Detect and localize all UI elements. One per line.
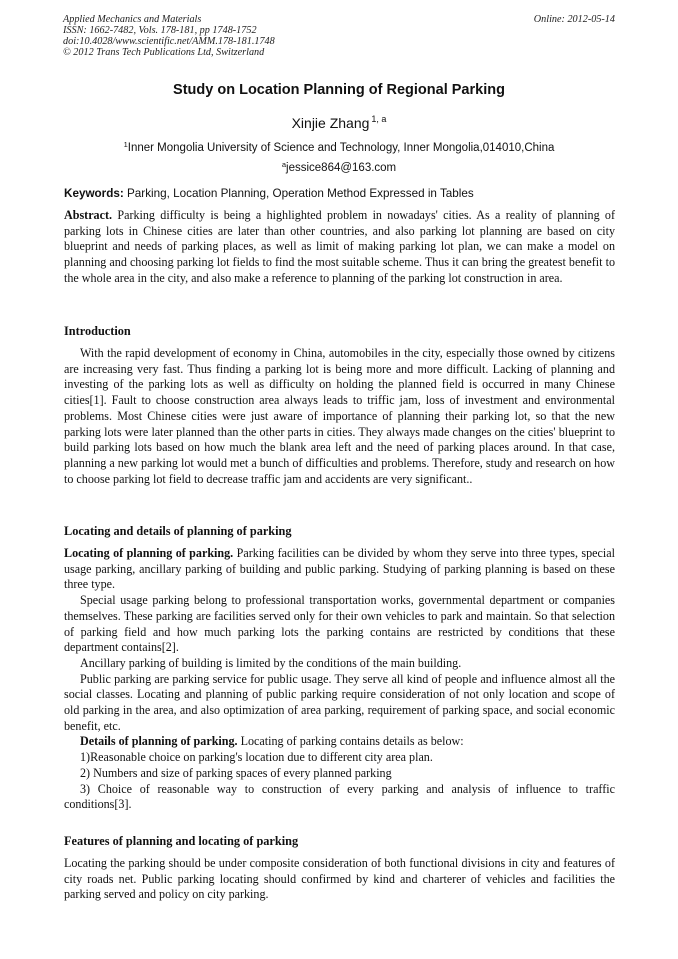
author-sup: 1, a (371, 114, 387, 124)
section-locating-heading: Locating and details of planning of parking (64, 524, 292, 538)
section-features-body (64, 856, 615, 903)
online-date: Online: 2012-05-14 (533, 14, 615, 25)
paragraph-details (64, 734, 615, 750)
abstract-text: Parking difficulty is being a highlighted problem in nowadays' cities. As a reality of planning of parking lots in Chinese cities are later than other countries, and also parking lot planning are based on city blueprint and needs of parking places, as well as limit of making parking lot plan, we can make a model on planning and choosing parking lot fields to find the most suitable scheme. Thus it can bring the greatest benefit to the whole area in the city, and also make a reference to planning of the parking lot construction in area. (64, 208, 615, 285)
affiliation (0, 140, 678, 154)
email-address: jessice864@163.com (286, 162, 397, 174)
keywords (64, 187, 616, 200)
introduction-body (64, 346, 615, 487)
keywords-text: Parking, Location Planning, Operation Method Expressed in Tables (127, 187, 474, 200)
journal-copyright: © 2012 Trans Tech Publications Ltd, Switzerland (63, 47, 265, 58)
introduction-paragraph: With the rapid development of economy in China, automobiles in the city, especially those owned by citizens are increasing very fast. Thus finding a parking lot is being more and more difficult. Lacking of planning and investing of the parking lots as well as difficulty on holding the planned field is occurred in many Chinese cities[1]. Fault to choose construction area always leads to triffic jam, loss of investment and environmental problems. Most Chinese cities were just aware of importance of planning their parking lot, so that the new parking lots were later planned than the other parts in cities. They always made changes on the cities' blueprint to build parking lots based on how much the blank area left and the need of parking places around. In that case, planning a new parking lot would met a bunch of difficulties and problems. Therefore, study and research on how to choose parking lot field to decrease traffic jam and accidents are very significant.. (64, 346, 615, 486)
author-name: Xinjie Zhang (291, 115, 370, 131)
section-features-heading: Features of planning and locating of parking (64, 834, 299, 848)
locating-label: Locating of planning of parking. (64, 546, 234, 560)
paragraph-ancillary: Ancillary parking of building is limited by the conditions of the main building. (80, 655, 462, 670)
list-item: 1)Reasonable choice on parking's location due to different city area plan. (80, 750, 433, 765)
list-item: 2) Numbers and size of parking spaces of every planned parking (80, 765, 392, 780)
paragraph-public: Public parking are parking service for public usage. They serve all kind of people and influence almost all the social classes. Locating and planning of public parking require consideration of not only location and scope of old parking in the area, and also optimization of area parking, requirement of parking space, and social economic benefit, etc. (64, 671, 615, 733)
features-paragraph: Locating the parking should be under composite consideration of both functional divisions in city and features of city roads net. Public parking locating should confirmed by kind and charterer of vehicles and facilities the parking served and policy on city parking. (64, 856, 615, 902)
list-item: 3) Choice of reasonable way to construction of every parking and analysis of influence to traffic conditions[3]. (64, 781, 615, 812)
affiliation-sup: 1 (123, 140, 128, 149)
journal-doi: doi:10.4028/www.scientific.net/AMM.178-181.1748 (63, 36, 275, 47)
email-line (0, 160, 678, 174)
paragraph-locating (64, 546, 615, 593)
details-text: Locating of parking contains details as below: (240, 734, 464, 749)
email-sup: a (281, 160, 287, 169)
paragraph-special-usage: Special usage parking belong to professional transportation works, governmental department or companies themselves. These parking are facilities served only for their own vehicles to park and maintain. So that selection of parking field and how much parking lots the parking contains are restricted by conditions that these department contains[2]. (64, 593, 615, 655)
affiliation-text: Inner Mongolia University of Science and Technology, Inner Mongolia,014010,China (127, 142, 555, 154)
locating-text: Parking facilities can be divided by whom they serve into three types, special usage parking, ancillary parking of building and public parking. Studying of parking planning is based on these three type. (64, 546, 615, 592)
journal-issn: ISSN: 1662-7482, Vols. 178-181, pp 1748-1752 (63, 25, 257, 36)
journal-name: Applied Mechanics and Materials (63, 14, 202, 25)
journal-header (63, 14, 275, 58)
details-label: Details of planning of parking. (80, 734, 238, 749)
keywords-label: Keywords: (64, 187, 124, 200)
abstract-label: Abstract. (64, 208, 113, 222)
section-locating-body (64, 546, 615, 813)
author-line (0, 114, 678, 131)
introduction-heading: Introduction (64, 324, 131, 338)
paper-title: Study on Location Planning of Regional Parking (173, 82, 505, 98)
abstract (64, 208, 615, 287)
